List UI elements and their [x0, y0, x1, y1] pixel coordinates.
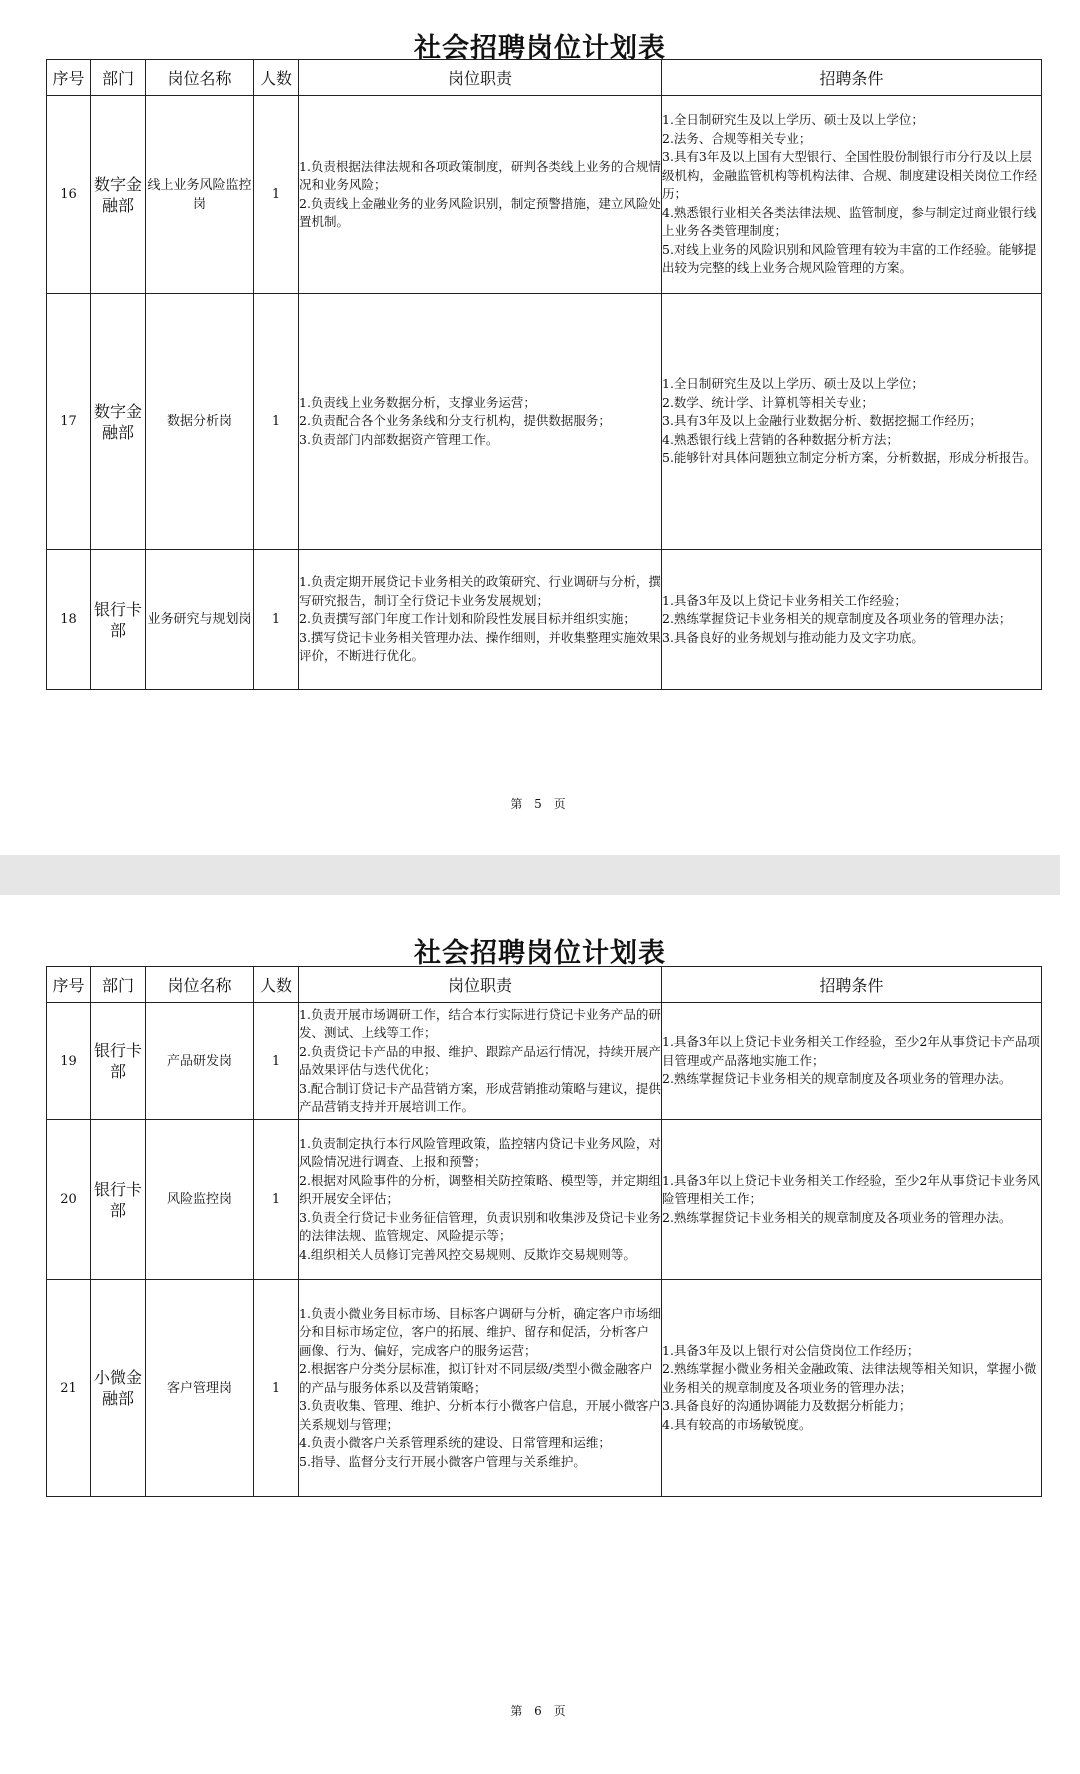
- cell-count: 1: [254, 294, 299, 550]
- table-row: [47, 1003, 1042, 1120]
- requirement-line: 1.全日制研究生及以上学历、硕士及以上学位；: [662, 112, 924, 128]
- cell-duties: [299, 1280, 662, 1497]
- header-duties: 岗位职责: [299, 60, 662, 96]
- cell-position: 业务研究与规划岗: [146, 550, 254, 690]
- header-count: 人数: [254, 60, 299, 96]
- cell-seq: 18: [47, 550, 91, 690]
- document-page-5: [0, 0, 1080, 855]
- cell-requirements: [662, 96, 1042, 294]
- cell-requirements: [662, 550, 1042, 690]
- requirement-line: 2.数学、统计学、计算机等相关专业；: [662, 394, 874, 410]
- cell-seq: 21: [47, 1280, 91, 1497]
- duty-line: 4.组织相关人员修订完善风控交易规则、反欺诈交易规则等。: [299, 1246, 636, 1262]
- cell-seq: 16: [47, 96, 91, 294]
- cell-seq: 17: [47, 294, 91, 550]
- header-seq: 序号: [47, 967, 91, 1003]
- page-separator: [0, 855, 1060, 895]
- header-duties: 岗位职责: [299, 967, 662, 1003]
- cell-position: 线上业务风险监控岗: [146, 96, 254, 294]
- cell-dept: 银行卡部: [91, 1120, 146, 1280]
- duty-line: 3.配合制订贷记卡产品营销方案，形成营销推动策略与建议，提供产品营销支持并开展培训工作。: [299, 1080, 661, 1114]
- requirement-line: 1.具备3年及以上贷记卡业务相关工作经验；: [662, 592, 907, 608]
- cell-duties: [299, 1003, 662, 1120]
- page-number: 第 5 页: [510, 797, 570, 811]
- requirement-line: 2.熟练掌握小微业务相关金融政策、法律法规等相关知识，掌握小微业务相关的规章制度及各项业务的管理办法；: [662, 1361, 1037, 1395]
- requirement-line: 1.具备3年以上贷记卡业务相关工作经验，至少2年从事贷记卡业务风险管理相关工作；: [662, 1172, 1040, 1207]
- page-title: 社会招聘岗位计划表: [414, 938, 666, 969]
- duty-line: 1.负责小微业务目标市场、目标客户调研与分析，确定客户市场细分和目标市场定位，客户的拓展、维护、留存和促活，分析客户画像、行为、偏好，完成客户的服务运营；: [299, 1305, 661, 1358]
- header-requirements: 招聘条件: [662, 60, 1042, 96]
- table-row: [47, 1120, 1042, 1280]
- duty-line: 2.负责配合各个业务条线和分支行机构，提供数据服务；: [299, 413, 611, 429]
- duty-line: 2.负责线上金融业务的业务风险识别，制定预警措施，建立风险处置机制。: [299, 195, 661, 229]
- duty-line: 3.负责收集、管理、维护、分析本行小微客户信息，开展小微客户关系规划与管理；: [299, 1398, 661, 1432]
- header-position: 岗位名称: [146, 967, 254, 1003]
- cell-dept: 数字金融部: [91, 294, 146, 550]
- cell-duties: [299, 96, 662, 294]
- duty-line: 2.负责贷记卡产品的申报、维护、跟踪产品运行情况，持续开展产品效果评估与迭代优化；: [299, 1043, 661, 1077]
- header-seq: 序号: [47, 60, 91, 96]
- cell-count: 1: [254, 550, 299, 690]
- requirement-line: 3.具备良好的业务规划与推动能力及文字功底。: [662, 629, 924, 645]
- duty-line: 1.负责开展市场调研工作，结合本行实际进行贷记卡业务产品的研发、测试、上线等工作；: [299, 1006, 661, 1040]
- duty-line: 1.负责根据法律法规和各项政策制度，研判各类线上业务的合规情况和业务风险；: [299, 158, 661, 192]
- page-number: 第 6 页: [510, 1704, 570, 1718]
- requirement-line: 4.熟悉银行业相关各类法律法规、监管制度，参与制定过商业银行线上业务各类管理制度；: [662, 204, 1037, 239]
- recruitment-plan-table: [46, 966, 1042, 1497]
- page-separator-edge: [1060, 855, 1080, 895]
- duty-line: 2.负责撰写部门年度工作计划和阶段性发展目标并组织实施；: [299, 611, 636, 627]
- page-title: 社会招聘岗位计划表: [414, 33, 666, 64]
- requirement-line: 3.具有3年及以上金融行业数据分析、数据挖掘工作经历；: [662, 413, 982, 429]
- requirement-line: 1.全日制研究生及以上学历、硕士及以上学位；: [662, 376, 924, 392]
- cell-count: 1: [254, 96, 299, 294]
- cell-requirements: [662, 1003, 1042, 1120]
- cell-seq: 20: [47, 1120, 91, 1280]
- requirement-line: 2.熟练掌握贷记卡业务相关的规章制度及各项业务的管理办法。: [662, 1209, 1012, 1225]
- header-dept: 部门: [91, 60, 146, 96]
- table-header-row: [47, 967, 1042, 1003]
- duty-line: 4.负责小微客户关系管理系统的建设、日常管理和运维；: [299, 1435, 611, 1451]
- header-requirements: 招聘条件: [662, 967, 1042, 1003]
- requirement-line: 2.熟练掌握贷记卡业务相关的规章制度及各项业务的管理办法；: [662, 611, 1012, 627]
- document-page-6: [0, 895, 1080, 1774]
- cell-dept: 小微金融部: [91, 1280, 146, 1497]
- cell-requirements: [662, 1120, 1042, 1280]
- table-header-row: [47, 60, 1042, 96]
- duty-line: 2.根据客户分类分层标准，拟订针对不同层级/类型小微金融客户的产品与服务体系以及营销策略；: [299, 1361, 653, 1395]
- cell-position: 客户管理岗: [146, 1280, 254, 1497]
- requirement-line: 1.具备3年及以上银行对公信贷岗位工作经历；: [662, 1342, 920, 1358]
- duty-line: 1.负责定期开展贷记卡业务相关的政策研究、行业调研与分析，撰写研究报告，制订全行贷记卡业务发展规划；: [299, 574, 661, 608]
- header-dept: 部门: [91, 967, 146, 1003]
- requirement-line: 1.具备3年以上贷记卡业务相关工作经验，至少2年从事贷记卡产品项目管理或产品落地实施工作；: [662, 1034, 1040, 1068]
- cell-duties: [299, 1120, 662, 1280]
- cell-count: 1: [254, 1003, 299, 1120]
- cell-position: 风险监控岗: [146, 1120, 254, 1280]
- duty-line: 1.负责制定执行本行风险管理政策，监控辖内贷记卡业务风险，对风险情况进行调查、上报和预警；: [299, 1135, 661, 1170]
- cell-duties: [299, 294, 662, 550]
- cell-duties: [299, 550, 662, 690]
- requirement-line: 3.具有3年及以上国有大型银行、全国性股份制银行市分行及以上层级机构，金融监管机构等机构法律、合规、制度建设相关岗位工作经历；: [662, 149, 1038, 202]
- table-row: [47, 1280, 1042, 1497]
- requirement-line: 4.熟悉银行线上营销的各种数据分析方法；: [662, 431, 899, 447]
- cell-requirements: [662, 1280, 1042, 1497]
- duty-line: 3.负责全行贷记卡业务征信管理，负责识别和收集涉及贷记卡业务的法律法规、监管规定、风险提示等；: [299, 1209, 661, 1244]
- header-count: 人数: [254, 967, 299, 1003]
- cell-position: 产品研发岗: [146, 1003, 254, 1120]
- table-row: [47, 96, 1042, 294]
- header-position: 岗位名称: [146, 60, 254, 96]
- requirement-line: 2.熟练掌握贷记卡业务相关的规章制度及各项业务的管理办法。: [662, 1071, 1012, 1087]
- cell-count: 1: [254, 1120, 299, 1280]
- cell-requirements: [662, 294, 1042, 550]
- duty-line: 3.负责部门内部数据资产管理工作。: [299, 431, 499, 447]
- duty-line: 3.撰写贷记卡业务相关管理办法、操作细则，并收集整理实施效果评价，不断进行优化。: [299, 629, 661, 664]
- cell-count: 1: [254, 1280, 299, 1497]
- cell-position: 数据分析岗: [146, 294, 254, 550]
- requirement-line: 2.法务、合规等相关专业；: [662, 130, 812, 146]
- recruitment-plan-table: [46, 59, 1042, 690]
- requirement-line: 3.具备良好的沟通协调能力及数据分析能力；: [662, 1398, 912, 1414]
- requirement-line: 5.对线上业务的风险识别和风险管理有较为丰富的工作经验。能够提出较为完整的线上业务合规风险管理的方案。: [662, 241, 1037, 276]
- cell-dept: 银行卡部: [91, 550, 146, 690]
- cell-dept: 数字金融部: [91, 96, 146, 294]
- cell-seq: 19: [47, 1003, 91, 1120]
- requirement-line: 4.具有较高的市场敏锐度。: [662, 1416, 812, 1432]
- duty-line: 1.负责线上业务数据分析，支撑业务运营；: [299, 394, 536, 410]
- table-row: [47, 550, 1042, 690]
- duty-line: 5.指导、监督分支行开展小微客户管理与关系维护。: [299, 1453, 586, 1469]
- duty-line: 2.根据对风险事件的分析，调整相关防控策略、模型等，并定期组织开展安全评估；: [299, 1172, 661, 1207]
- cell-dept: 银行卡部: [91, 1003, 146, 1120]
- table-row: [47, 294, 1042, 550]
- requirement-line: 5.能够针对具体问题独立制定分析方案，分析数据，形成分析报告。: [662, 450, 1037, 466]
